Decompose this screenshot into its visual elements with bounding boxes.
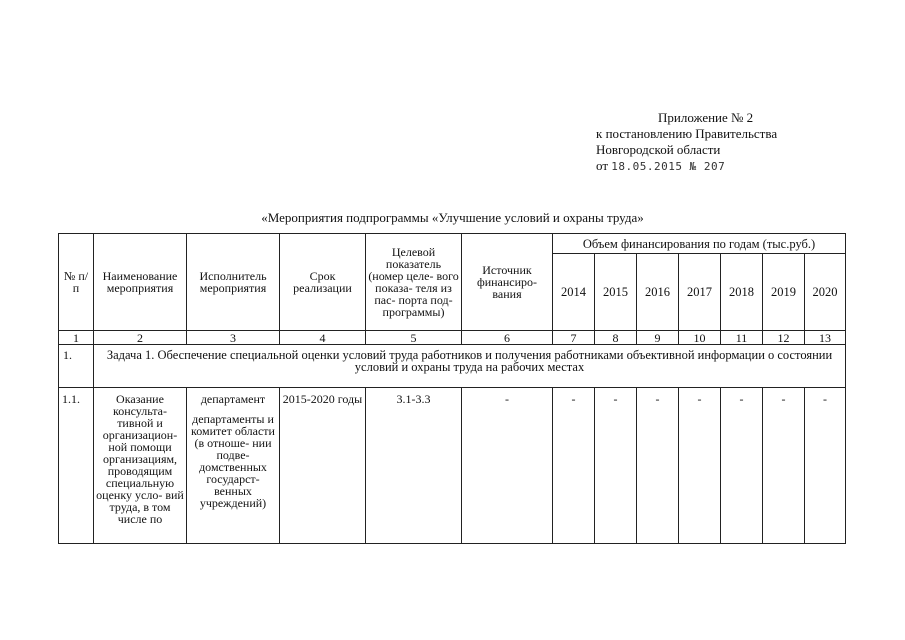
appendix-line3: Новгородской области xyxy=(596,142,721,157)
header-indicator: Целевой показатель (номер целе- вого показа- теля из пас- порта под- программы) xyxy=(366,234,462,331)
column-number: 8 xyxy=(595,331,637,345)
row-year-value: - xyxy=(805,388,846,544)
row-year-value: - xyxy=(721,388,763,544)
column-number: 12 xyxy=(763,331,805,345)
measures-table xyxy=(58,233,846,544)
row-number: 1.1. xyxy=(59,388,94,544)
row-indicator: 3.1-3.3 xyxy=(366,388,462,544)
row-year-value: - xyxy=(595,388,637,544)
header-num: № п/п xyxy=(59,234,94,331)
column-number: 5 xyxy=(366,331,462,345)
row-executor xyxy=(187,388,280,544)
appendix-from-label: от xyxy=(596,158,609,173)
header-year: 2020 xyxy=(805,254,846,331)
header-year: 2017 xyxy=(679,254,721,331)
task-number: 1. xyxy=(59,345,94,388)
column-number: 3 xyxy=(187,331,280,345)
row-executor-line1: департамент xyxy=(200,392,266,406)
header-year: 2018 xyxy=(721,254,763,331)
header-name: Наименование мероприятия xyxy=(94,234,187,331)
document-title: «Мероприятия подпрограммы «Улучшение условий и охраны труда» xyxy=(261,210,644,225)
row-year-value: - xyxy=(553,388,595,544)
header-funding: Объем финансирования по годам (тыс.руб.) xyxy=(553,234,846,254)
appendix-line1: Приложение № 2 xyxy=(658,110,754,125)
column-number: 11 xyxy=(721,331,763,345)
header-year: 2016 xyxy=(637,254,679,331)
row-executor-line2: департаменты и комитет области (в отноше- нии подве- домственных государст- венных учреждений) xyxy=(191,412,275,510)
header-year: 2019 xyxy=(763,254,805,331)
header-year: 2015 xyxy=(595,254,637,331)
header-executor: Исполнитель мероприятия xyxy=(187,234,280,331)
column-number: 1 xyxy=(59,331,94,345)
column-number: 10 xyxy=(679,331,721,345)
appendix-note xyxy=(596,110,777,175)
row-year-value: - xyxy=(763,388,805,544)
header-source: Источник финансиро- вания xyxy=(462,234,553,331)
header-year: 2014 xyxy=(553,254,595,331)
column-number: 4 xyxy=(280,331,366,345)
column-number: 6 xyxy=(462,331,553,345)
row-year-value: - xyxy=(637,388,679,544)
row-year-value: - xyxy=(679,388,721,544)
row-source: - xyxy=(462,388,553,544)
task-text: Задача 1. Обеспечение специальной оценки условий труда работников и получения работниками объективной информации о состоянии условий и охраны труда на рабочих местах xyxy=(94,345,846,388)
row-term: 2015-2020 годы xyxy=(280,388,366,544)
appendix-date-number: 18.05.2015 № 207 xyxy=(611,160,726,173)
column-number: 13 xyxy=(805,331,846,345)
appendix-line2: к постановлению Правительства xyxy=(596,126,778,141)
column-number: 7 xyxy=(553,331,595,345)
column-number: 9 xyxy=(637,331,679,345)
appendix-date-line xyxy=(596,158,777,175)
header-term: Срок реализации xyxy=(280,234,366,331)
column-number: 2 xyxy=(94,331,187,345)
row-name: Оказание консульта- тивной и организацион- ной помощи организациям, проводящим специальную оценку усло- вий труда, в том числе по xyxy=(94,388,187,544)
